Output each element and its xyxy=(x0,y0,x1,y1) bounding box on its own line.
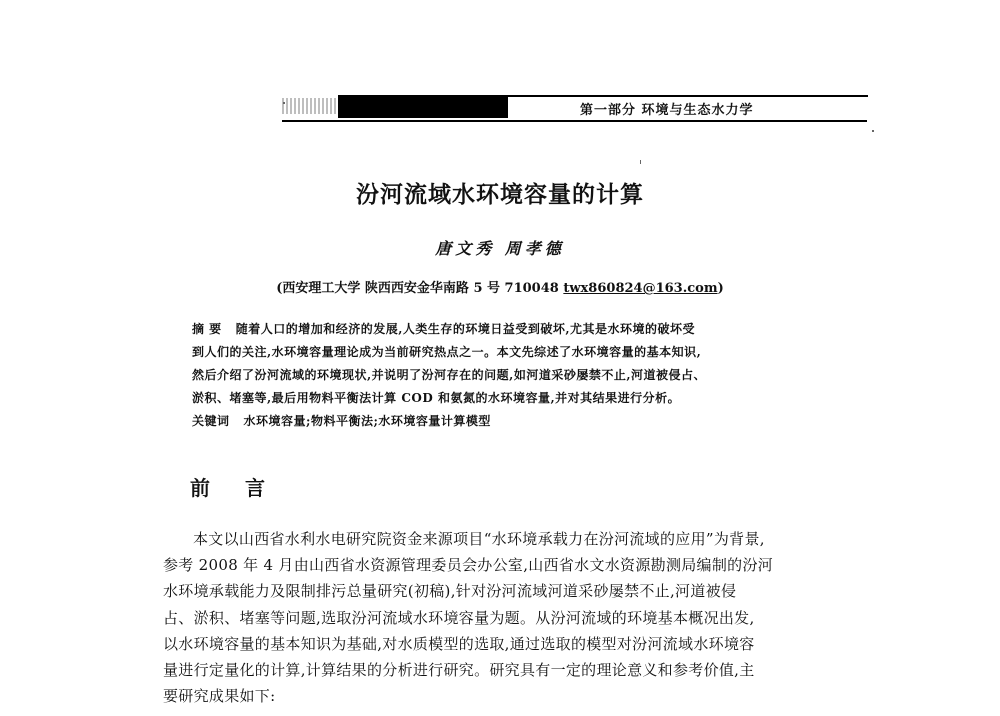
affiliation-close: ) xyxy=(717,281,724,296)
body-line: 本文以山西省水利水电研究院资金来源项目“水环境承载力在汾河流域的应用”为背景, xyxy=(193,530,765,548)
affiliation-email[interactable]: twx860824@163.com xyxy=(563,281,718,296)
body-line: 参考 2008 年 4 月由山西省水资源管理委员会办公室,山西省水文水资源勘测局编制的汾河 xyxy=(163,556,774,575)
keywords-text: 水环境容量;物料平衡法;水环境容量计算模型 xyxy=(243,414,491,428)
header-black-bar xyxy=(338,96,508,118)
scan-speck xyxy=(872,130,874,132)
scan-speck xyxy=(640,160,641,164)
affiliation-address: (西安理工大学 陕西西安金华南路 5 号 710048 xyxy=(276,281,559,296)
paper-authors: 唐文秀 周孝德 xyxy=(435,239,565,258)
body-paragraph xyxy=(163,526,878,709)
abstract-line: 然后介绍了汾河流域的环境现状,并说明了汾河存在的问题,如河道采砂屡禁不止,河道被侵占、 xyxy=(192,368,707,382)
section-heading: 前 言 xyxy=(190,476,279,500)
paper-title: 汾河流域水环境容量的计算 xyxy=(356,182,644,208)
body-line: 量进行定量化的计算,计算结果的分析进行研究。研究具有一定的理论意义和参考价值,主 xyxy=(163,661,755,680)
abstract-line: 到人们的关注,水环境容量理论成为当前研究热点之一。本文先综述了水环境容量的基本知识, xyxy=(192,345,702,359)
keywords-line xyxy=(192,410,852,433)
abstract-line xyxy=(192,318,852,341)
header-bottom-rule xyxy=(282,120,867,122)
scan-speck xyxy=(283,102,285,104)
paper-affiliation xyxy=(0,277,1000,296)
abstract-text: 随着人口的增加和经济的发展,人类生存的环境日益受到破坏,尤其是水环境的破坏受 xyxy=(235,322,696,336)
header-scan-smudge xyxy=(282,98,342,114)
body-line: 占、淤积、堵塞等问题,选取汾河流域水环境容量为题。从汾河流域的环境基本概况出发, xyxy=(163,608,755,627)
abstract-line: 淤积、堵塞等,最后用物料平衡法计算 COD 和氨氮的水环境容量,并对其结果进行分析。 xyxy=(192,391,681,405)
body-line: 水环境承载能力及限制排污总量研究(初稿),针对汾河流域河道采砂屡禁不止,河道被侵 xyxy=(163,582,737,601)
keywords-label: 关键词 xyxy=(192,414,230,428)
body-line: 以水环境容量的基本知识为基础,对水质模型的选取,通过选取的模型对汾河流域水环境容 xyxy=(163,634,755,653)
abstract-label: 摘 要 xyxy=(192,322,222,336)
header-section-title: 第一部分 环境与生态水力学 xyxy=(580,103,754,118)
abstract-block xyxy=(192,318,852,433)
body-line: 要研究成果如下: xyxy=(163,687,276,706)
